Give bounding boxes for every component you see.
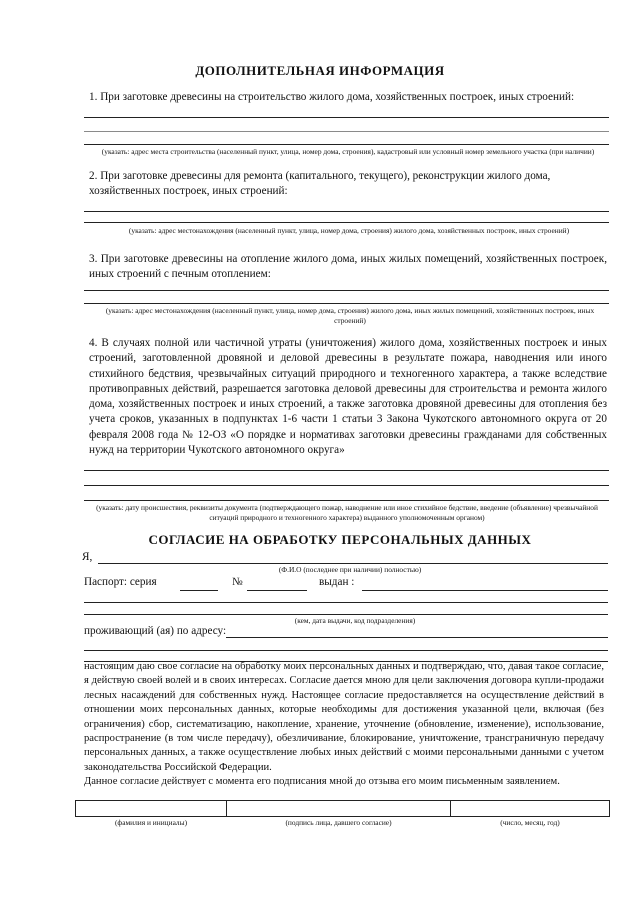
passport-number-label: № bbox=[232, 576, 243, 588]
section-3-text: 3. При заготовке древесины на отопление жилого дома, иных жилых помещений, хозяйственных построек, иных строений с печным отоплением: bbox=[89, 253, 607, 281]
signature-date-cell[interactable] bbox=[450, 800, 610, 817]
section-3-note: (указать: адрес местонахождения (населенный пункт, улица, номер дома, строения) жилого дома, иных жилых помещений, хозяйственных построек, иных строений) bbox=[105, 306, 595, 325]
signature-sign-caption: (подпись лица, давшего согласие) bbox=[285, 818, 392, 827]
page-title: ДОПОЛНИТЕЛЬНАЯ ИНФОРМАЦИЯ bbox=[195, 63, 445, 78]
passport-issued-label: выдан : bbox=[319, 576, 355, 588]
consent-body: настоящим даю свое согласие на обработку моих персональных данных и подтверждаю, что, давая такое согласие, я действую своей волей и в своих интересах. Согласие дается мною для цели заключения договора купли-продажи лесных насаждений для собственных нужд. Настоящее согласие предоставляется на осуществление действий в отношении моих персональных данных, которые необходимы для достижения указанной цели, включая (без ограничения) сбор, систематизацию, накопление, хранение, уточнение (обновление, изменение), использование, распространение (в том числе передачу), обезличивание, блокирование, уничтожение, трансграничную передачу персональных данных, а также осуществление любых иных действий с моими персональными данными с учетом законодательства Российской Федерации. bbox=[84, 661, 604, 773]
issued-line-2[interactable] bbox=[84, 602, 608, 603]
passport-series-field[interactable] bbox=[180, 590, 218, 591]
fio-note: (Ф.И.О (последнее при наличии) полностью) bbox=[278, 565, 422, 574]
address-label: проживающий (ая) по адресу: bbox=[84, 625, 227, 637]
section-4-line-1[interactable] bbox=[84, 470, 609, 471]
address-line-2[interactable] bbox=[84, 650, 608, 651]
section-2-text: 2. При заготовке древесины для ремонта (капитального, текущего), реконструкции жилого дома, хозяйственных построек, иных строений: bbox=[89, 170, 551, 198]
section-4-text: 4. В случаях полной или частичной утраты (уничтожения) жилого дома, хозяйственных построек и иных строений, заготовленной дровяной и деловой древесины в результате пожара, наводнения или иного стихийного бедствия, чрезвычайных ситуаций природного и техногенного характера, а также вследствие противоправных действий, разрешается заготовка деловой древесины для строительства и ремонта жилого дома, хозяйственных построек и иных строений, а также заготовка дровяной древесины для отопления без учета сроков, указанных в подпунктах 1-6 части 1 статьи 3 Закона Чукотского автономного округа от 20 февраля 2008 года № 12-ОЗ «О порядке и нормативах заготовки древесины гражданами для собственных нужд на территории Чукотского автономного округа» bbox=[89, 337, 607, 457]
consent-validity: Данное согласие действует с момента его подписания мной до отзыва его моим письменным заявлением. bbox=[84, 776, 560, 787]
passport-issued-field[interactable] bbox=[362, 590, 608, 591]
fio-field[interactable] bbox=[98, 563, 608, 564]
passport-number-field[interactable] bbox=[247, 590, 307, 591]
section-1-line-2[interactable] bbox=[84, 131, 609, 132]
passport-series-label: Паспорт: серия bbox=[84, 576, 157, 588]
section-2-note: (указать: адрес местонахождения (населенный пункт, улица, номер дома, строения) жилого дома, хозяйственных построек, иных строений) bbox=[128, 226, 570, 235]
address-field[interactable] bbox=[226, 637, 608, 638]
signature-date-caption: (число, месяц, год) bbox=[500, 818, 560, 827]
signature-name-cell[interactable] bbox=[75, 800, 227, 817]
section-4-line-2[interactable] bbox=[84, 485, 609, 486]
issued-line-3[interactable] bbox=[84, 614, 608, 615]
ya-label: Я, bbox=[82, 551, 93, 563]
consent-title: СОГЛАСИЕ НА ОБРАБОТКУ ПЕРСОНАЛЬНЫХ ДАННЫХ bbox=[148, 532, 532, 547]
section-1-note: (указать: адрес места строительства (населенный пункт, улица, номер дома, строения), кадастровый или условный номер земельного участка (при наличии) bbox=[101, 147, 595, 156]
section-4-note: (указать: дату происшествия, реквизиты документа (подтверждающего пожар, наводнение или иное стихийное бедствие, введение (объявление) чрезвычайной ситуаций природного и техногенного характера) выданного уполномоченным органом) bbox=[96, 503, 598, 522]
section-3-line-2[interactable] bbox=[84, 303, 609, 304]
section-3-line-1[interactable] bbox=[84, 290, 609, 291]
issued-note: (кем, дата выдачи, код подразделения) bbox=[294, 616, 416, 625]
section-1-text: 1. При заготовке древесины на строительство жилого дома, хозяйственных построек, иных строений: bbox=[89, 91, 575, 103]
section-1-line-1[interactable] bbox=[84, 117, 609, 118]
section-2-line-2[interactable] bbox=[84, 222, 609, 223]
section-4-line-3[interactable] bbox=[84, 500, 609, 501]
section-2-line-1[interactable] bbox=[84, 211, 609, 212]
section-1-line-3[interactable] bbox=[84, 144, 609, 145]
signature-name-caption: (фамилия и инициалы) bbox=[114, 818, 188, 827]
signature-sign-cell[interactable] bbox=[226, 800, 451, 817]
